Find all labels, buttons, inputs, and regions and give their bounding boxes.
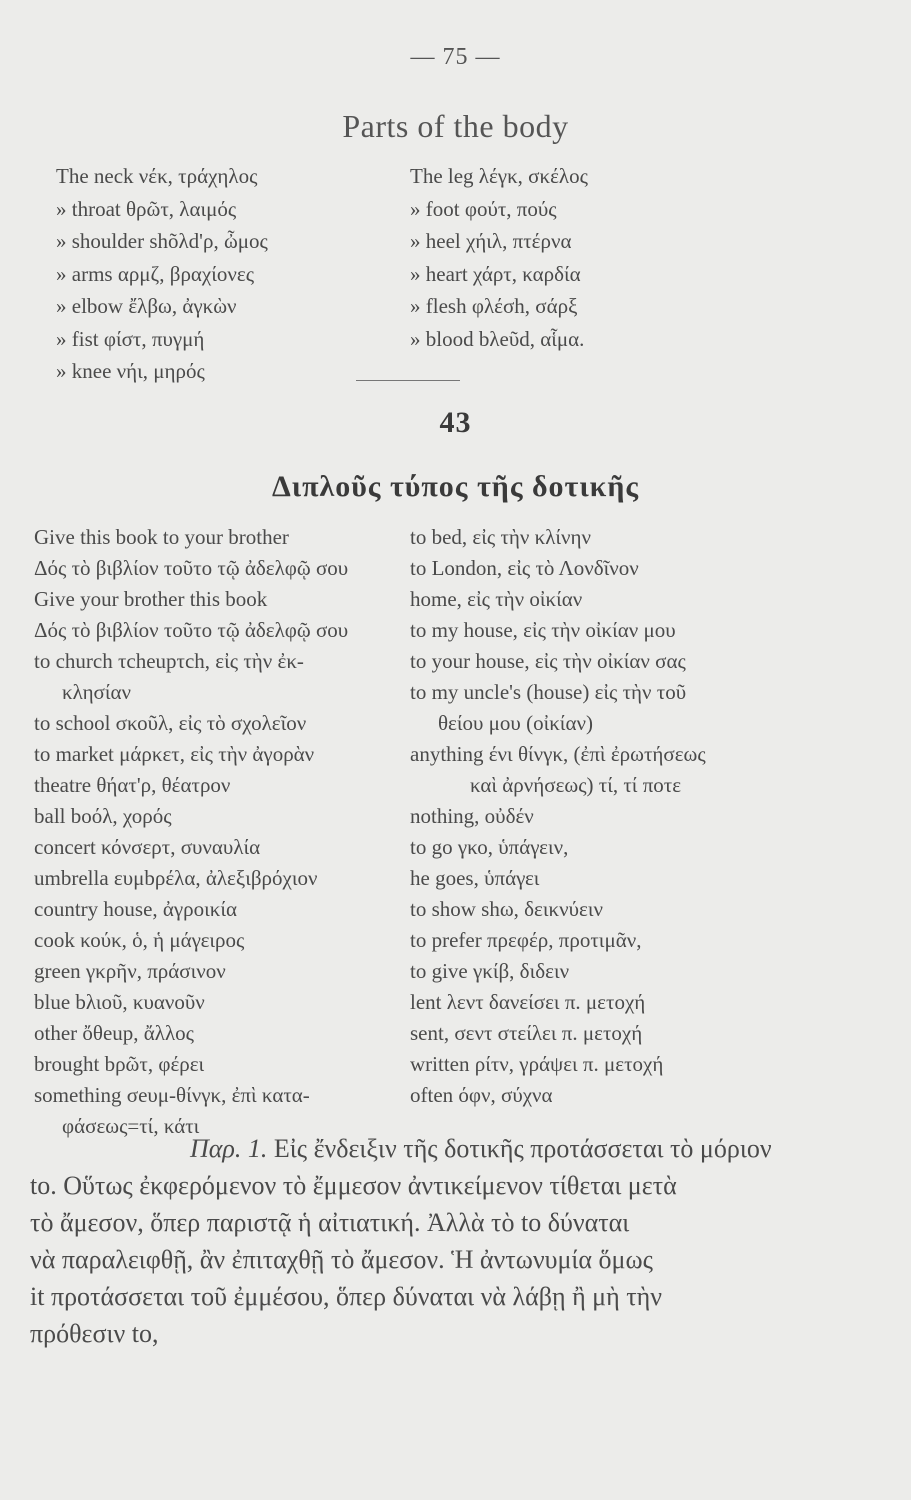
vocab-entry: The leg λέγκ, σκέλος xyxy=(410,164,588,188)
vocab-entry: » throat θρῶτ, λαιμός xyxy=(56,196,237,221)
vocab-entry: » fist φίστ, πυγμή xyxy=(56,326,205,351)
vocab-entry: » heel χήιλ, πτέρνα xyxy=(410,229,572,253)
vocab-entry: » blood bλeῦd, αἷμα. xyxy=(410,326,585,351)
vocab-column-right xyxy=(410,160,588,355)
vocab-entry: κλησίαν xyxy=(62,680,132,704)
vocab-entry: Give this book to your brother xyxy=(34,525,289,549)
vocab-entry: to show shω, δεικνύειν xyxy=(410,897,603,921)
vocab-entry: to London, εἰς τὸ Λονδῖνον xyxy=(410,556,639,580)
vocab-entry: » knee νήι, μηρός xyxy=(56,359,205,383)
note-line: νὰ παραλειφθῇ, ἂν ἐπιταχθῇ τὸ ἄμεσον. Ἡ ἀντωνυμία ὅμως xyxy=(30,1245,653,1274)
vocab-entry: » foot φούτ, πούς xyxy=(410,196,557,221)
vocab-entry: something σeυμ-θίνγκ, ἐπὶ κατα- xyxy=(34,1083,310,1107)
vocab-entry: καὶ ἀρνήσεως) τί, τί ποτε xyxy=(470,773,682,797)
vocab-entry: to your house, εἰς τὴν οἰκίαν σας xyxy=(410,649,686,673)
vocab-entry: The neck νέκ, τράχηλος xyxy=(56,164,258,188)
vocab-entry: concert κόνσερτ, συναυλία xyxy=(34,835,261,859)
vocab-entry: to church τcheupτch, εἰς τὴν ἐκ- xyxy=(34,649,304,673)
vocab-entry: to my house, εἰς τὴν οἰκίαν μου xyxy=(410,618,676,642)
vocab-entry: theatre θήατ'ρ, θέατρον xyxy=(34,773,231,797)
note-line: it προτάσσεται τοῦ ἐμμέσου, ὅπερ δύναται νὰ λάβῃ ἢ μὴ τὴν xyxy=(30,1282,663,1311)
vocab-entry: umbrella ευμbρέλα, ἀλεξιβρόχιον xyxy=(34,866,318,890)
vocab-entry: θείου μου (οἰκίαν) xyxy=(438,711,593,735)
vocab-entry: cook κούκ, ὁ, ἡ μάγειρος xyxy=(34,928,245,952)
vocab-entry: home, εἰς τὴν οἰκίαν xyxy=(410,587,583,611)
vocab-entry: ball bοόλ, χορός xyxy=(34,804,172,828)
vocab-entry: » elbow ἔλβω, ἀγκὼν xyxy=(56,294,237,318)
lesson-column-left xyxy=(34,522,348,1142)
vocab-entry: lent λεντ δανείσει π. μετοχή xyxy=(410,990,646,1014)
vocab-entry: » heart χάρτ, καρδία xyxy=(410,261,581,286)
lesson-column-right xyxy=(410,522,706,1111)
vocab-entry: » arms αρμζ, βραχίονες xyxy=(56,261,255,286)
vocab-entry: to my uncle's (house) εἰς τὴν τοῦ xyxy=(410,680,687,704)
vocab-entry: to prefer πρεφέρ, προτιμᾶν, xyxy=(410,928,642,952)
vocab-entry: blue bλιοῦ, κυανοῦν xyxy=(34,990,205,1014)
note-label: Παρ. 1. xyxy=(190,1134,268,1163)
vocab-entry: he goes, ὑπάγει xyxy=(410,866,540,890)
vocab-entry: brought bρῶτ, φέρει xyxy=(34,1052,205,1076)
vocab-entry: to market μάρκετ, εἰς τὴν ἀγορὰν xyxy=(34,742,315,766)
vocab-entry: written ρίτν, γράψει π. μετοχή xyxy=(410,1052,664,1076)
note-line: Παρ. 1. Εἰς ἔνδειξιν τῆς δοτικῆς προτάσσεται τὸ μόριον xyxy=(190,1134,772,1163)
vocab-entry: » flesh φλέσh, σάρξ xyxy=(410,294,578,318)
vocab-column-left xyxy=(56,160,268,388)
vocab-entry: » shoulder shõλd'ρ, ὦμος xyxy=(56,229,268,253)
vocab-entry: to school σκοῦλ, εἰς τὸ σχολεῖον xyxy=(34,711,307,735)
note-line: πρόθεσιν to, xyxy=(30,1319,159,1348)
page-number: — 75 — xyxy=(410,44,501,70)
vocab-entry: Give your brother this book xyxy=(34,587,268,611)
note-line: to. Οὕτως ἐκφερόμενον τὸ ἔμμεσον ἀντικείμενον τίθεται μετὰ xyxy=(30,1171,677,1200)
vocab-entry: to go γκο, ὑπάγειν, xyxy=(410,835,569,859)
vocab-entry: to give γκίβ, διδειν xyxy=(410,959,570,983)
vocab-entry: Δός τὸ βιβλίον τοῦτο τῷ ἀδελφῷ σου xyxy=(34,556,349,580)
vocab-entry: anything ένι θίνγκ, (ἐπὶ ἐρωτήσεως xyxy=(410,742,706,766)
grammar-note xyxy=(30,1130,790,1352)
note-line: τὸ ἄμεσον, ὅπερ παριστᾷ ἡ αἰτιατική. Ἀλλὰ τὸ to δύναται xyxy=(30,1208,630,1237)
vocab-entry: to bed, εἰς τὴν κλίνην xyxy=(410,525,591,549)
lesson-title: Διπλοῦς τύπος τῆς δοτικῆς xyxy=(271,470,640,503)
vocab-entry: other ὄθeup, ἄλλος xyxy=(34,1021,194,1045)
lesson-number: 43 xyxy=(439,406,472,439)
vocab-entry: nothing, οὐδέν xyxy=(410,804,534,828)
section-title-parts-of-body: Parts of the body xyxy=(342,108,569,144)
vocab-entry: Δός τὸ βιβλίον τοῦτο τῷ ἀδελφῷ σου xyxy=(34,618,349,642)
vocab-entry: green γκρῆν, πράσινον xyxy=(34,959,226,983)
section-divider xyxy=(356,380,460,381)
vocab-entry: sent, σεντ στείλει π. μετοχή xyxy=(410,1021,643,1045)
vocab-entry: country house, ἀγροικία xyxy=(34,897,238,921)
vocab-entry: often όφν, σύχνα xyxy=(410,1083,553,1107)
vocab-entry: φάσεως=τί, κάτι xyxy=(62,1114,200,1138)
